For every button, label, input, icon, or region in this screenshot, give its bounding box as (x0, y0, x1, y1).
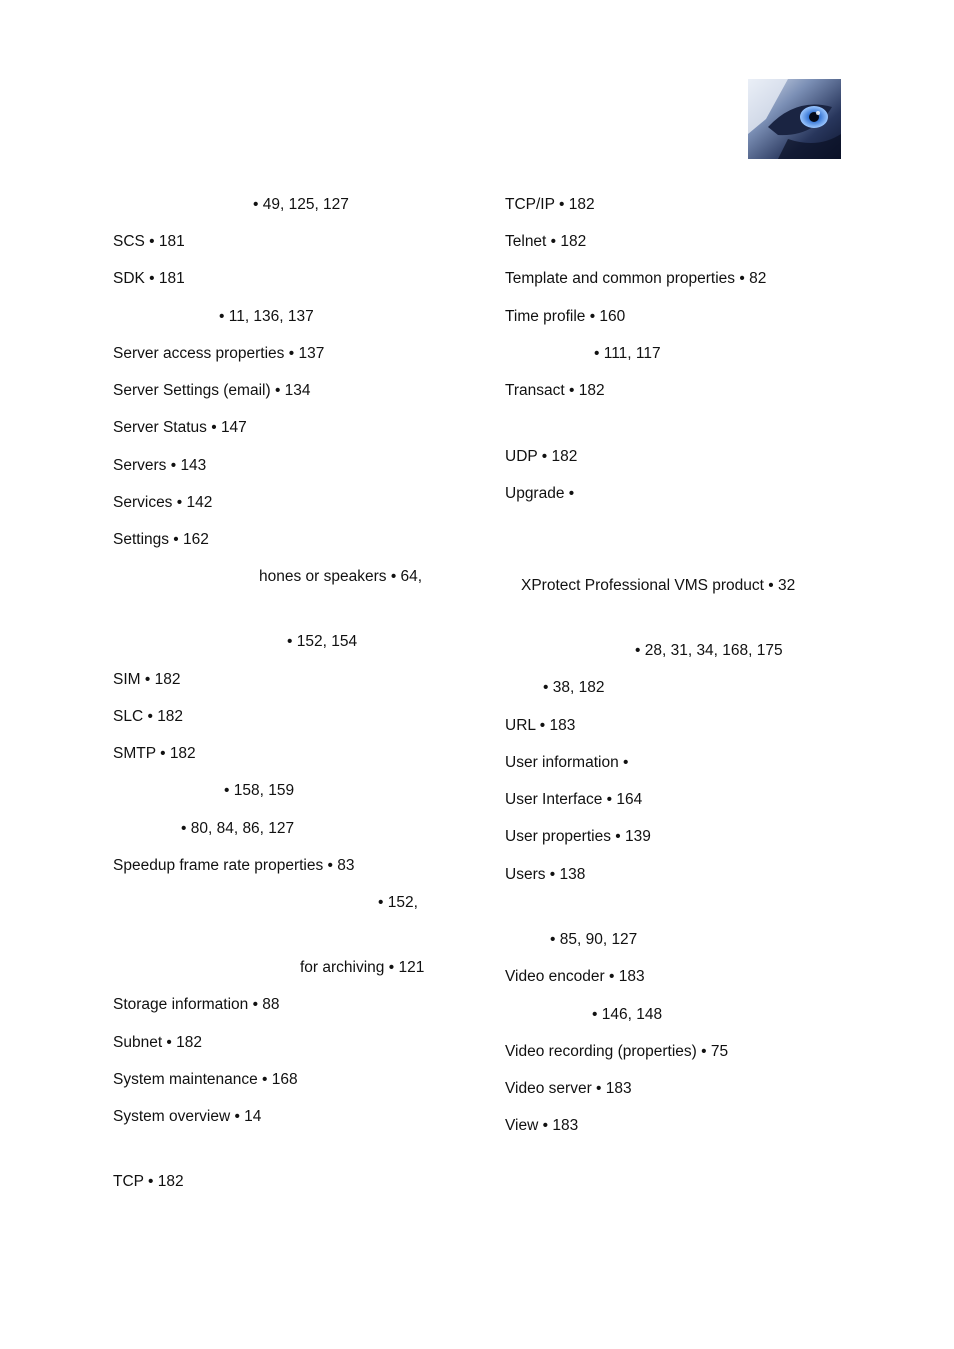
index-entry: URL • 183 (505, 717, 576, 734)
index-entry: TCP • 182 (113, 1173, 184, 1190)
index-entry: View • 183 (505, 1117, 579, 1134)
index-entry: TCP/IP • 182 (505, 196, 595, 213)
index-entry: for archiving • 121 (300, 959, 425, 976)
index-entry: User Interface • 164 (505, 791, 643, 808)
index-entry: • 152, (378, 894, 418, 911)
index-entry: SIM • 182 (113, 671, 181, 688)
index-entry: • 11, 136, 137 (219, 308, 314, 325)
index-entry: SMTP • 182 (113, 745, 196, 762)
index-entry: Video recording (properties) • 75 (505, 1043, 729, 1060)
index-entry: UDP • 182 (505, 448, 578, 465)
index-entry: Template and common properties • 82 (505, 270, 767, 287)
index-entry: • 38, 182 (543, 679, 605, 696)
index-entry: Subnet • 182 (113, 1034, 203, 1051)
index-entry: Server access properties • 137 (113, 345, 325, 362)
index-entry: Upgrade • (505, 485, 575, 502)
index-entry: hones or speakers • 64, (259, 568, 423, 585)
index-entry: Video server • 183 (505, 1080, 632, 1097)
index-entry: XProtect Professional VMS product • 32 (521, 577, 796, 594)
index-entry: • 152, 154 (287, 633, 358, 650)
index-entry: System maintenance • 168 (113, 1071, 298, 1088)
index-entry: Speedup frame rate properties • 83 (113, 857, 355, 874)
index-entry: SDK • 181 (113, 270, 185, 287)
index-entry: SCS • 181 (113, 233, 185, 250)
index-entry: • 111, 117 (594, 345, 661, 362)
index-entry: • 80, 84, 86, 127 (181, 820, 295, 837)
index-entry: SLC • 182 (113, 708, 184, 725)
index-entry: User properties • 139 (505, 828, 651, 845)
index-entry: Server Status • 147 (113, 419, 247, 436)
index-entry: Storage information • 88 (113, 996, 280, 1013)
index-entry: • 28, 31, 34, 168, 175 (635, 642, 783, 659)
index-entry: • 158, 159 (224, 782, 295, 799)
index-entry: Users • 138 (505, 866, 586, 883)
index-entry: Telnet • 182 (505, 233, 587, 250)
wolf-eye-logo-icon (748, 79, 841, 159)
index-entry: Services • 142 (113, 494, 213, 511)
index-entry: Video encoder • 183 (505, 968, 645, 985)
index-entry: • 85, 90, 127 (550, 931, 638, 948)
index-entry: Server Settings (email) • 134 (113, 382, 311, 399)
index-entry: User information • (505, 754, 629, 771)
index-entry: • 146, 148 (592, 1006, 663, 1023)
index-entry: Servers • 143 (113, 457, 207, 474)
index-entry: • 49, 125, 127 (253, 196, 349, 213)
index-entry: Transact • 182 (505, 382, 605, 399)
index-entry: System overview • 14 (113, 1108, 262, 1125)
index-entry: Time profile • 160 (505, 308, 626, 325)
index-entry: Settings • 162 (113, 531, 209, 548)
